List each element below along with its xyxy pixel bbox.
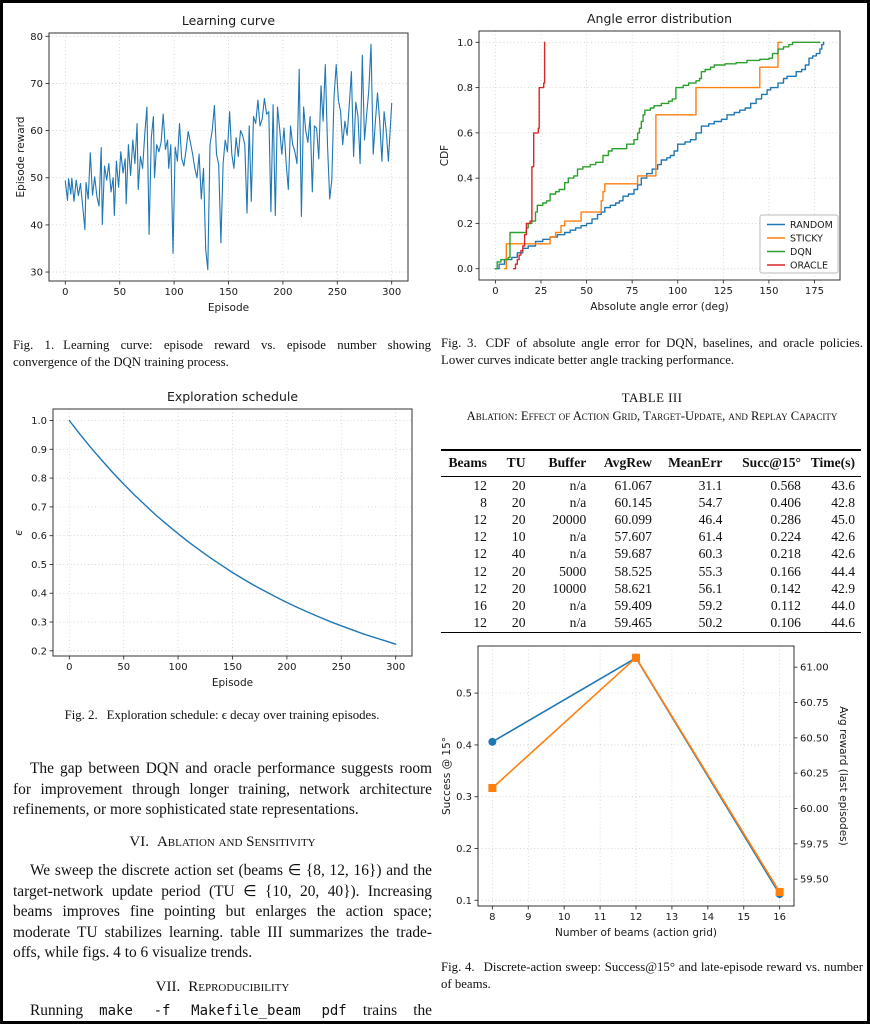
svg-text:0.9: 0.9 xyxy=(31,444,47,456)
exploration-schedule-chart xyxy=(10,389,430,689)
table-header-cell: AvgRew xyxy=(603,455,652,470)
svg-text:9: 9 xyxy=(525,912,532,923)
svg-text:Absolute angle error (deg): Absolute angle error (deg) xyxy=(590,301,729,313)
table-cell: 42.6 xyxy=(831,529,855,545)
svg-text:60.25: 60.25 xyxy=(800,768,829,780)
table-cell: 20 xyxy=(511,477,526,493)
svg-text:Episode: Episode xyxy=(207,302,250,314)
svg-text:70: 70 xyxy=(30,78,43,90)
svg-text:0.8: 0.8 xyxy=(457,83,473,95)
table-iii-header xyxy=(441,390,863,425)
table-cell: 0.112 xyxy=(770,597,801,613)
svg-text:STICKY: STICKY xyxy=(790,233,823,245)
svg-text:60.50: 60.50 xyxy=(800,733,829,745)
table-cell: 12 xyxy=(473,511,487,527)
svg-text:0.3: 0.3 xyxy=(456,792,472,804)
section-vii-title: Reproducibility xyxy=(188,979,290,995)
table-cell: 45.0 xyxy=(831,511,855,527)
svg-text:13: 13 xyxy=(665,912,679,923)
figure-2-exploration-schedule xyxy=(10,389,430,694)
table-cell: 56.1 xyxy=(698,580,723,596)
svg-text:10: 10 xyxy=(557,912,571,923)
table-row xyxy=(441,477,861,495)
table-cell: 12 xyxy=(473,529,487,545)
table-cell: 59.2 xyxy=(698,597,723,613)
svg-text:1.0: 1.0 xyxy=(457,37,473,49)
angle-error-cdf-chart xyxy=(438,12,862,322)
table-row xyxy=(441,580,861,597)
figure-1-learning-curve xyxy=(10,12,430,335)
ablation-table xyxy=(441,449,861,633)
svg-text:Learning curve: Learning curve xyxy=(181,13,276,28)
table-iii-subtitle: Ablation: Effect of Action Grid, Target-Update, and Replay Capacity xyxy=(466,409,838,423)
svg-text:0.6: 0.6 xyxy=(457,128,473,140)
svg-text:Avg reward (last episodes): Avg reward (last episodes) xyxy=(837,706,849,846)
repro-text-before: Running xyxy=(30,1002,100,1019)
fig3-caption xyxy=(441,335,863,368)
ablation-table-body xyxy=(441,477,861,633)
svg-text:200: 200 xyxy=(273,287,293,298)
svg-text:40: 40 xyxy=(30,220,43,232)
paragraph-dqn-oracle-gap: The gap between DQN and oracle performance suggests room for improvement through longer training, network architecture refinements, or more sophisticated state representations. xyxy=(13,760,432,818)
table-cell: 10 xyxy=(511,529,526,545)
figure-4-beam-sweep xyxy=(438,633,862,950)
table-header-cell: TU xyxy=(506,455,526,470)
table-cell: 50.2 xyxy=(698,615,723,631)
table-cell: 60.3 xyxy=(698,546,723,562)
beam-sweep-chart xyxy=(438,633,862,945)
svg-text:14: 14 xyxy=(701,912,715,923)
svg-text:0.2: 0.2 xyxy=(456,844,472,856)
svg-text:15: 15 xyxy=(737,912,751,923)
table-cell: 42.6 xyxy=(831,546,855,562)
svg-text:DQN: DQN xyxy=(790,247,812,258)
table-cell: 0.568 xyxy=(770,477,801,493)
table-cell: 0.286 xyxy=(770,511,801,527)
table-cell: 61.067 xyxy=(614,477,652,493)
section-vi-number: VI. xyxy=(129,834,149,850)
svg-text:61.00: 61.00 xyxy=(800,662,829,674)
svg-text:200: 200 xyxy=(277,662,297,673)
table-cell: 0.106 xyxy=(770,615,801,631)
svg-text:12: 12 xyxy=(629,912,643,923)
svg-text:100: 100 xyxy=(168,662,188,673)
table-cell: 42.8 xyxy=(831,494,855,510)
fig1-caption-label: Fig. 1. xyxy=(13,338,55,352)
svg-text:Exploration schedule: Exploration schedule xyxy=(166,389,299,404)
svg-text:Success @ 15°: Success @ 15° xyxy=(441,736,453,816)
table-cell: 61.4 xyxy=(698,529,723,545)
svg-text:175: 175 xyxy=(804,286,825,297)
svg-text:60: 60 xyxy=(30,126,43,138)
svg-text:125: 125 xyxy=(713,286,733,297)
make-command-code: make -f Makefile_beam pdf xyxy=(99,1003,347,1019)
svg-text:0.0: 0.0 xyxy=(457,264,473,276)
table-cell: 12 xyxy=(473,615,487,631)
table-cell: 40 xyxy=(511,546,526,562)
svg-text:30: 30 xyxy=(30,267,43,279)
table-row xyxy=(441,494,861,511)
table-cell: 8 xyxy=(480,494,487,510)
svg-text:ORACLE: ORACLE xyxy=(790,260,828,272)
repro-text-after: trains the xyxy=(346,1002,432,1019)
table-cell: 20 xyxy=(511,597,526,613)
svg-text:Number of beams (action grid): Number of beams (action grid) xyxy=(555,927,717,939)
table-cell: n/a xyxy=(569,494,587,510)
svg-text:150: 150 xyxy=(218,287,239,298)
svg-text:0.4: 0.4 xyxy=(31,588,47,600)
svg-text:0.8: 0.8 xyxy=(31,473,47,485)
table-cell: n/a xyxy=(569,477,587,493)
svg-text:1.0: 1.0 xyxy=(31,416,47,428)
svg-text:50: 50 xyxy=(113,287,127,298)
table-cell: 0.224 xyxy=(770,529,801,545)
svg-text:Episode reward: Episode reward xyxy=(15,116,27,198)
table-header-cell: Time(s) xyxy=(810,455,855,470)
svg-text:25: 25 xyxy=(534,286,548,297)
figure-3-angle-error-cdf xyxy=(438,12,862,327)
fig1-caption-text: Learning curve: episode reward vs. episode number showing convergence of the DQN training process. xyxy=(13,338,431,369)
table-cell: 0.218 xyxy=(770,546,801,562)
table-iii-title: TABLE III xyxy=(621,390,683,405)
table-cell: 58.525 xyxy=(614,563,652,579)
svg-text:100: 100 xyxy=(164,287,184,298)
table-cell: 42.9 xyxy=(831,580,855,596)
table-cell: 43.6 xyxy=(831,477,855,493)
table-cell: 20 xyxy=(511,615,526,631)
table-cell: 60.099 xyxy=(614,511,652,527)
svg-text:0.1: 0.1 xyxy=(456,895,472,907)
table-header-cell: MeanErr xyxy=(668,455,723,470)
ablation-table-head xyxy=(441,450,861,477)
svg-text:CDF: CDF xyxy=(439,144,451,167)
table-row xyxy=(441,563,861,580)
table-cell: 20 xyxy=(511,494,526,510)
svg-text:60.75: 60.75 xyxy=(800,698,829,710)
table-cell: 20000 xyxy=(552,511,587,527)
svg-text:16: 16 xyxy=(773,912,787,923)
section-vii-heading xyxy=(13,979,432,996)
table-cell: 55.3 xyxy=(698,563,723,579)
table-cell: 44.0 xyxy=(831,597,855,613)
table-cell: 20 xyxy=(511,580,526,596)
svg-text:150: 150 xyxy=(759,286,779,297)
svg-text:0.5: 0.5 xyxy=(31,559,47,571)
table-row xyxy=(441,546,861,563)
svg-text:50: 50 xyxy=(580,286,593,297)
section-vi-title: Ablation and Sensitivity xyxy=(156,834,316,850)
table-cell: 0.142 xyxy=(770,580,801,596)
section-vii-number: VII. xyxy=(155,979,181,995)
svg-text:Episode: Episode xyxy=(211,677,254,689)
svg-text:75: 75 xyxy=(625,286,639,297)
table-cell: 0.166 xyxy=(770,563,801,579)
paragraph-reproducibility xyxy=(13,1001,432,1022)
table-cell: n/a xyxy=(569,597,587,613)
table-cell: n/a xyxy=(569,615,587,631)
section-vi-heading xyxy=(13,834,432,851)
table-cell: 20 xyxy=(511,563,526,579)
svg-text:0.2: 0.2 xyxy=(31,646,47,658)
table-cell: 5000 xyxy=(559,563,587,579)
table-header-cell: Buffer xyxy=(548,455,587,470)
table-cell: 60.145 xyxy=(614,494,652,510)
table-cell: 16 xyxy=(473,597,487,613)
fig4-caption xyxy=(441,959,863,992)
svg-text:ϵ: ϵ xyxy=(13,529,25,536)
svg-text:0.6: 0.6 xyxy=(31,531,47,543)
svg-text:60.00: 60.00 xyxy=(800,804,829,815)
svg-text:0.5: 0.5 xyxy=(456,688,472,700)
fig3-caption-text: CDF of absolute angle error for DQN, baselines, and oracle policies. Lower curves indicate better angle tracking performance. xyxy=(441,336,863,367)
svg-text:59.50: 59.50 xyxy=(800,874,829,886)
fig2-caption xyxy=(13,707,431,724)
table-row xyxy=(441,511,861,528)
svg-text:100: 100 xyxy=(668,286,688,297)
table-cell: 44.4 xyxy=(831,563,855,579)
svg-text:0: 0 xyxy=(66,662,73,673)
table-header-cell: Beams xyxy=(448,455,487,470)
svg-text:300: 300 xyxy=(382,287,402,298)
table-cell: n/a xyxy=(569,529,587,545)
table-cell: 59.687 xyxy=(614,546,652,562)
table-row xyxy=(441,529,861,546)
svg-text:50: 50 xyxy=(117,662,131,673)
svg-text:RANDOM: RANDOM xyxy=(790,220,833,231)
svg-text:0.2: 0.2 xyxy=(457,218,473,230)
fig2-caption-label: Fig. 2. xyxy=(64,708,98,722)
fig4-caption-label: Fig. 4. xyxy=(441,960,475,974)
table-cell: 58.621 xyxy=(614,580,652,596)
table-cell: 12 xyxy=(473,580,487,596)
table-cell: 12 xyxy=(473,563,487,579)
fig4-caption-text: Discrete-action sweep: Success@15° and late-episode reward vs. number of beams. xyxy=(441,960,863,991)
table-row xyxy=(441,597,861,614)
paragraph-ablation-sweep: We sweep the discrete action set (beams ∈ {8, 12, 16}) and the target-network update period (TU ∈ {10, 20, 40}). Increasing beams improves fine pointing but enlarges the action space; moderate TU stabilizes learning. table III summarizes the trade-offs, while figs. 4 to 6 visualize trends. xyxy=(13,862,432,961)
table-cell: 12 xyxy=(473,546,487,562)
svg-text:0.7: 0.7 xyxy=(31,502,47,514)
table-cell: 0.406 xyxy=(770,494,801,510)
svg-text:0: 0 xyxy=(492,286,499,297)
svg-text:0: 0 xyxy=(62,287,69,298)
table-cell: n/a xyxy=(569,546,587,562)
svg-text:250: 250 xyxy=(327,287,347,298)
svg-text:50: 50 xyxy=(30,173,43,185)
svg-text:0.4: 0.4 xyxy=(456,740,472,752)
learning-curve-chart xyxy=(10,12,430,330)
svg-text:8: 8 xyxy=(489,912,496,923)
table-row xyxy=(441,615,861,633)
svg-text:300: 300 xyxy=(386,662,406,673)
svg-text:Angle error distribution: Angle error distribution xyxy=(586,12,733,26)
table-cell: 46.4 xyxy=(698,511,723,527)
table-cell: 44.6 xyxy=(831,615,855,631)
table-cell: 10000 xyxy=(552,580,587,596)
table-header-row xyxy=(441,450,861,477)
svg-text:250: 250 xyxy=(331,662,351,673)
fig2-caption-text: Exploration schedule: ϵ decay over training episodes. xyxy=(106,708,380,722)
table-cell: 59.409 xyxy=(614,597,652,613)
table-header-cell: Succ@15° xyxy=(742,455,801,470)
table-cell: 57.607 xyxy=(614,529,652,545)
fig3-caption-label: Fig. 3. xyxy=(441,336,477,350)
table-cell: 12 xyxy=(473,477,487,493)
svg-text:80: 80 xyxy=(30,31,43,43)
svg-text:59.75: 59.75 xyxy=(800,839,829,851)
fig1-caption xyxy=(13,337,431,370)
svg-text:0.3: 0.3 xyxy=(31,617,47,629)
table-cell: 31.1 xyxy=(698,477,723,493)
table-cell: 54.7 xyxy=(698,494,723,510)
svg-text:11: 11 xyxy=(593,912,607,923)
svg-text:0.4: 0.4 xyxy=(457,173,473,185)
svg-text:150: 150 xyxy=(222,662,243,673)
table-cell: 59.465 xyxy=(614,615,652,631)
table-cell: 20 xyxy=(511,511,526,527)
